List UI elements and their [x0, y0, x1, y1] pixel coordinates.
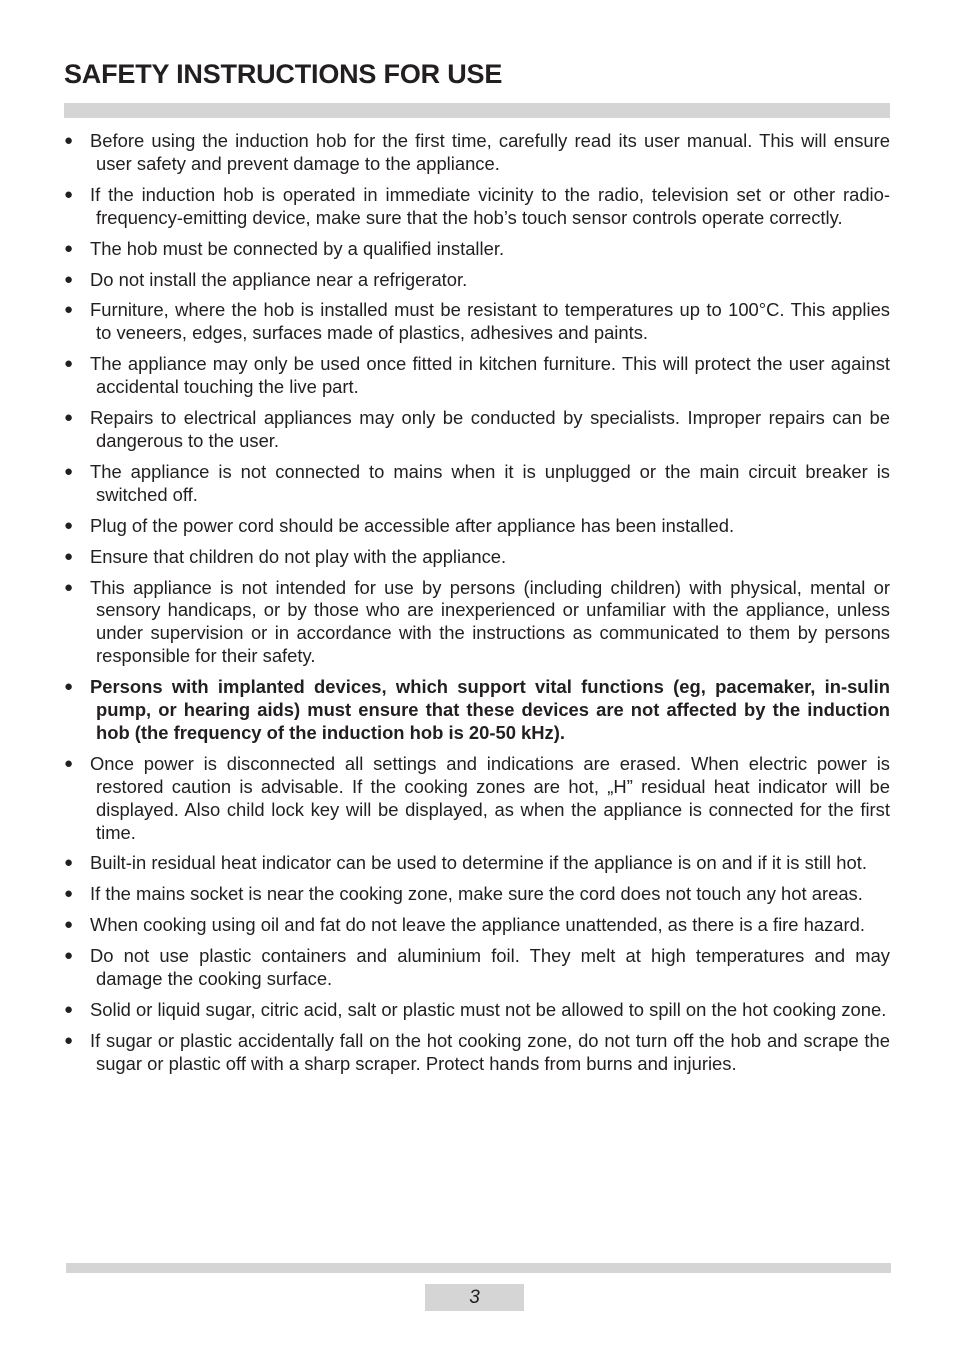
bullet-icon: ● [64, 516, 74, 534]
instruction-text: Plug of the power cord should be accessible after appliance has been installed. [90, 514, 735, 536]
header-divider-bar [64, 103, 890, 118]
instruction-item [64, 577, 890, 669]
bullet-icon: ● [64, 1031, 74, 1049]
instruction-text: If sugar or plastic accidentally fall on the hot cooking zone, do not turn off the hob and scrape the sugar or plastic off with a sharp scraper. Protect hands from burns and injuries. [90, 1029, 890, 1074]
instruction-text: If the mains socket is near the cooking zone, make sure the cord does not touch any hot areas. [90, 883, 863, 905]
instruction-text: Once power is disconnected all settings and indications are erased. When electric power is restored caution is advisable. If the cooking zones are hot, „H” residual heat indicator will be displayed. Also child lock key will be displayed, as when the appliance is connected for the first time. [90, 752, 890, 843]
instruction-item [64, 461, 890, 507]
instruction-item [64, 238, 890, 261]
instruction-item [64, 269, 890, 292]
instruction-text: Do not install the appliance near a refrigerator. [90, 268, 468, 290]
bullet-icon: ● [64, 301, 74, 319]
instruction-item [64, 753, 890, 845]
instruction-text: Built-in residual heat indicator can be used to determine if the appliance is on and if it is still hot. [90, 852, 867, 874]
bullet-icon: ● [64, 754, 74, 772]
instruction-text: Furniture, where the hob is installed must be resistant to temperatures up to 100°C. This applies to veneers, edges, surfaces made of plastics, adhesives and paints. [90, 299, 890, 344]
instruction-item [64, 883, 890, 906]
instruction-text: If the induction hob is operated in immediate vicinity to the radio, television set or other radio-frequency-emitting device, make sure that the hob’s touch sensor controls operate correctly. [90, 183, 890, 228]
bullet-icon: ● [64, 355, 74, 373]
bullet-icon: ● [64, 1001, 74, 1018]
instruction-item [64, 515, 890, 538]
instruction-text: Persons with implanted devices, which support vital functions (eg, pacemaker, in-sulin pump, or hearing aids) must ensure that these devices are not affected by the induction hob (the frequency of the induction hob is 20-50 kHz). [90, 676, 890, 743]
bullet-icon: ● [64, 578, 74, 596]
bullet-icon: ● [64, 547, 74, 565]
instruction-text: Solid or liquid sugar, citric acid, salt or plastic must not be allowed to spill on the hot cooking zone. [90, 999, 887, 1020]
page-title: SAFETY INSTRUCTIONS FOR USE [64, 59, 503, 89]
instruction-text: Ensure that children do not play with the appliance. [90, 545, 507, 567]
instruction-item [64, 353, 890, 399]
bullet-icon: ● [64, 916, 74, 934]
instruction-item [64, 407, 890, 453]
page-number: 3 [425, 1284, 524, 1311]
instruction-item [64, 914, 890, 937]
instruction-item [64, 1030, 890, 1076]
bullet-icon: ● [64, 185, 74, 203]
safety-instructions-list [64, 130, 890, 1084]
bullet-icon: ● [64, 409, 74, 427]
bullet-icon: ● [64, 885, 74, 903]
bullet-icon: ● [64, 132, 74, 149]
bullet-icon: ● [64, 462, 74, 480]
bullet-icon: ● [64, 239, 74, 257]
instruction-text: Before using the induction hob for the first time, carefully read its user manual. This will ensure user safety and prevent damage to the appliance. [90, 130, 890, 174]
instruction-text: When cooking using oil and fat do not leave the appliance unattended, as there is a fire hazard. [90, 914, 865, 936]
instruction-item [64, 676, 890, 745]
instruction-item [64, 184, 890, 230]
instruction-text: This appliance is not intended for use by persons (including children) with physical, mental or sensory handicaps, or by those who are inexperienced or unfamiliar with the appliance, unless under supervision or in accordance with the instructions as communicated to them by persons responsible for their safety. [90, 576, 890, 667]
bullet-icon: ● [64, 947, 74, 965]
instruction-text: The appliance may only be used once fitted in kitchen furniture. This will protect the user against accidental touching the live part. [90, 353, 890, 398]
instruction-text: Repairs to electrical appliances may only be conducted by specialists. Improper repairs can be dangerous to the user. [90, 407, 890, 451]
bullet-icon: ● [64, 270, 74, 288]
bullet-icon: ● [64, 678, 74, 696]
instruction-item [64, 299, 890, 345]
instruction-item [64, 852, 890, 875]
instruction-text: Do not use plastic containers and aluminium foil. They melt at high temperatures and may damage the cooking surface. [90, 945, 890, 990]
instruction-item [64, 546, 890, 569]
instruction-text: The hob must be connected by a qualified installer. [90, 237, 505, 259]
instruction-text: The appliance is not connected to mains when it is unplugged or the main circuit breaker is switched off. [90, 460, 890, 505]
instruction-item [64, 945, 890, 991]
instruction-item [64, 130, 890, 176]
instruction-item [64, 999, 890, 1022]
footer-divider-bar [66, 1263, 891, 1273]
bullet-icon: ● [64, 854, 74, 872]
